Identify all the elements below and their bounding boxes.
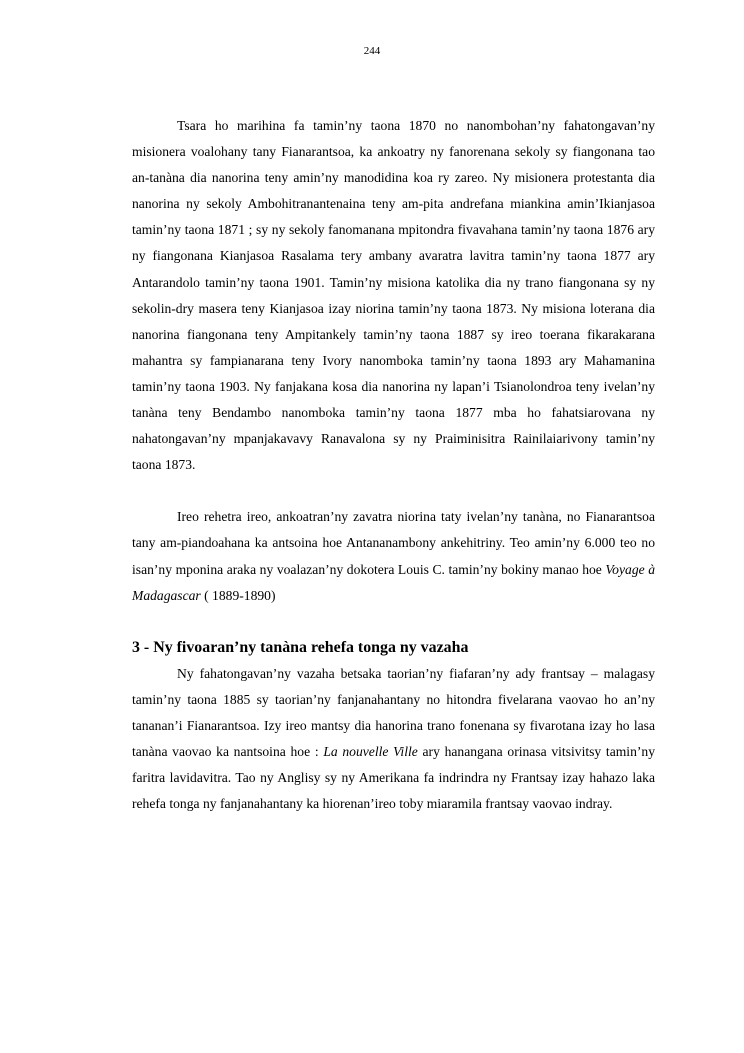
paragraph-old-town-text: Ireo rehetra ireo, ankoatran’ny zavatra niorina taty ivelan’ny tanàna, no Fianarantsoa tany am-piandoahana ka antsoina hoe Antananambony ankehitriny. Teo amin’ny 6.000 teo no isan’ny mponina araka ny voalazan’ny dokotera Louis C. tamin’ny bokiny manao hoe [132, 509, 655, 577]
paragraph-town-development-rest: ary hanangana orinasa vitsivitsy tamin’ny faritra lavidavitra. Tao ny Anglisy sy ny Amerikana fa indrindra ny Frantsay izay hahazo laka rehefa tonga ny fanjanahantany ka hiorenan’ireo toby miaramila frantsay vaovao indray. [132, 744, 656, 812]
paragraph-town-development [132, 661, 655, 818]
page-number: 244 [363, 45, 381, 57]
section-heading: 3 - Ny fivoaran’ny tanàna rehefa tonga ny vazaha [132, 638, 469, 656]
paragraph-town-development-text: Ny fahatongavan’ny vazaha betsaka taorian’ny fiafaran’ny ady frantsay – malagasy tamin’ny taona 1885 sy taorian’ny fanjanahantany no hitondra fivelarana vaovao ho an’ny tananan’i Fianarantsoa. Izy ireo mantsy dia hanorina trano fonenana sy fivarotana izay ho lasa tanàna vaovao ka nantsoina hoe : [132, 665, 655, 760]
paragraph-old-town [132, 504, 655, 608]
paragraph-missions-history: Tsara ho marihina fa tamin’ny taona 1870 no nanombohan’ny fahatongavan’ny misionera voalohany tany Fianarantsoa, ka ankoatry ny fanorenana sekoly sy fiangonana tao an-tanàna dia nanorina teny amin’ny manodidina koa ry zareo. Ny misionera protestanta dia nanorina ny sekoly Ambohitranantenaina teny am-pita andrefana miankina amin’Ikianjasoa tamin’ny taona 1871 ; sy ny sekoly fanomanana mpitondra fivavahana tamin’ny taona 1876 ary ny fiangonana Kianjasoa Rasalama tery ambany avaratra lavitra tamin’ny taona 1877 ary Antarandolo tamin’ny taona 1901. Tamin’ny misiona katolika dia ny trano fiangonana sy ny sekolin-dry masera teny Kianjasoa izay niorina tamin’ny taona 1873. Ny misiona loterana dia nanorina fiangonana teny Ampitankely tamin’ny taona 1887 sy ireo toerana fikarakarana mahantra sy fampianarana teny Ivory nanomboka tamin’ny taona 1893 ary Mahamanina tamin’ny taona 1903. Ny fanjakana kosa dia nanorina ny lapan’i Tsianolondroa teny ivelan’ny tanàna teny Bendambo nanomboka tamin’ny taona 1877 mba ho fahatsiarovana ny nahatongavan’ny mpanjakavavy Ranavalona sy ny Praiminisitra Rainilaiarivony tamin’ny taona 1873. [132, 118, 655, 473]
new-town-name: La nouvelle Ville [323, 744, 418, 760]
paragraph-old-town-dates: ( 1889-1890) [200, 587, 276, 603]
book-title: Voyage à Madagascar [132, 561, 655, 603]
document-body [132, 113, 655, 817]
